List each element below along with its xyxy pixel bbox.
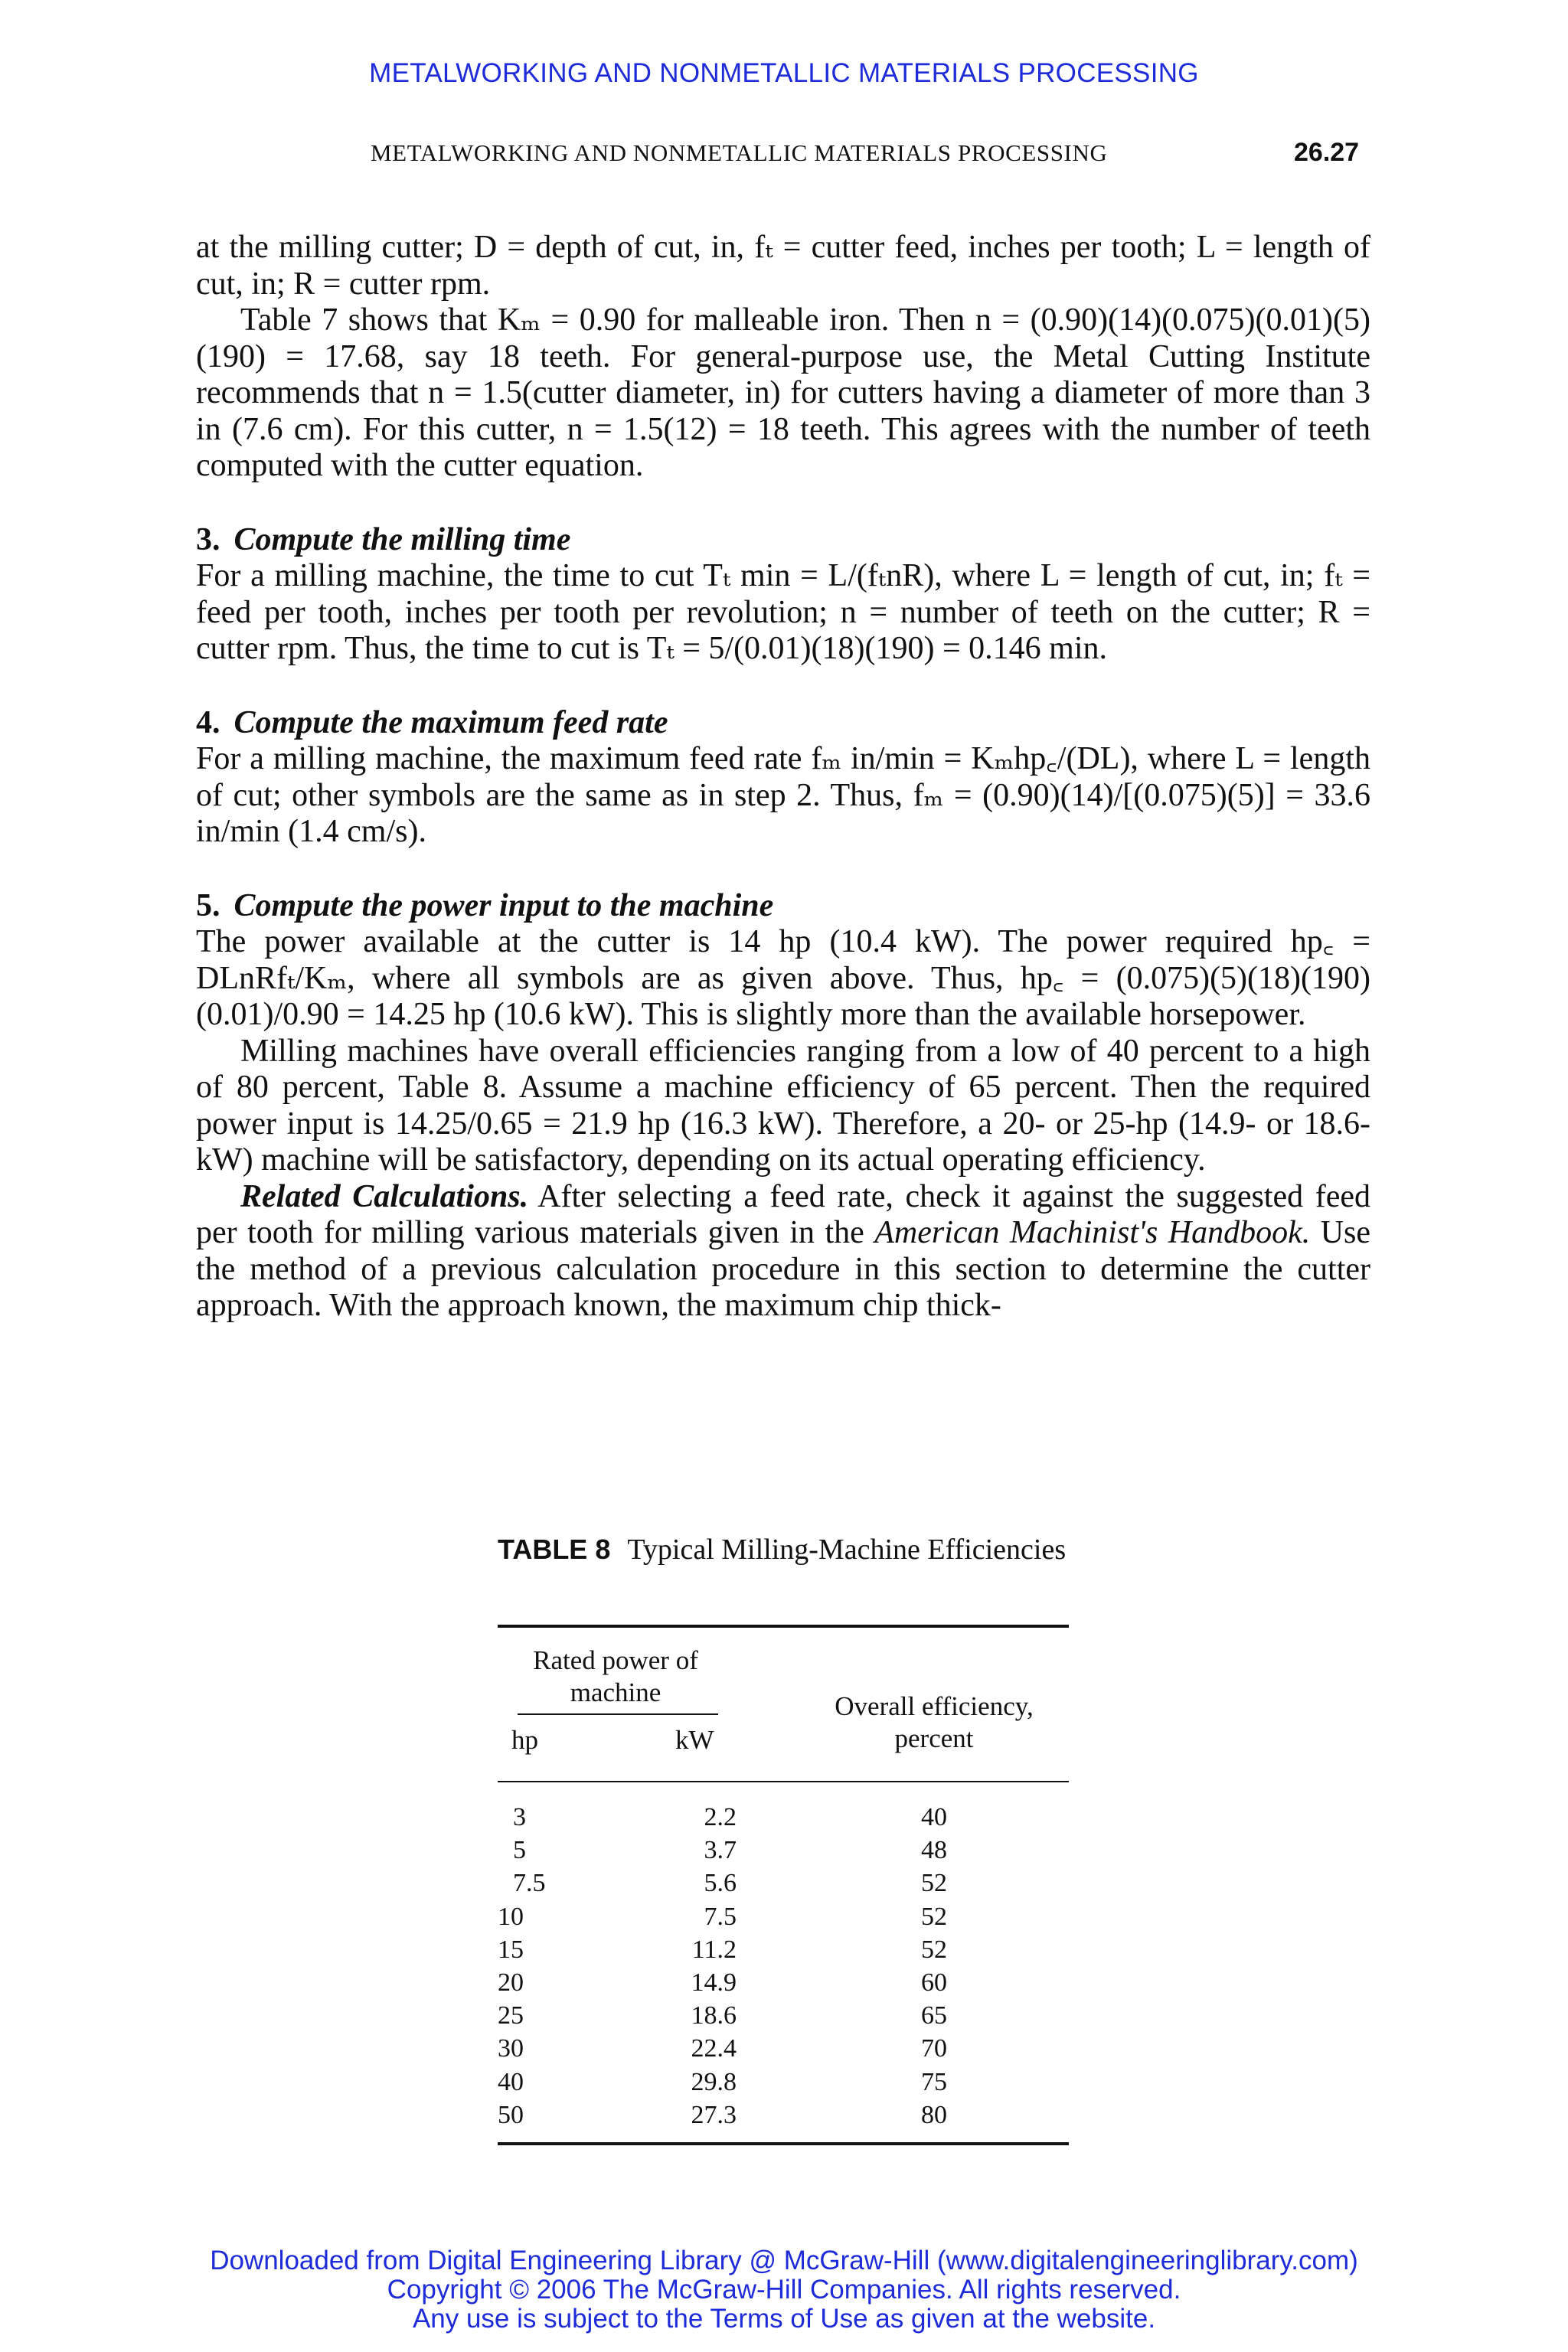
paragraph-continuation: at the milling cutter; D = depth of cut, in, fₜ = cutter feed, inches per tooth; L = length of cut, in; R = cutter rpm. <box>196 230 1370 302</box>
efficiency-cell: 80 <box>921 2100 947 2129</box>
table-8 <box>498 1533 1069 2129</box>
step-5-number: 5. <box>196 887 220 923</box>
group-header-rule <box>518 1713 718 1715</box>
step-3-title: Compute the milling time <box>234 521 571 557</box>
rated-power-header-line1: Rated power of <box>533 1645 698 1675</box>
efficiency-column <box>800 1801 1068 2132</box>
kw-cell: 27.3 <box>691 2100 737 2129</box>
copyright-footer <box>0 2246 1568 2334</box>
paragraph-related-calculations <box>196 1179 1370 1325</box>
step-5-body: The power available at the cutter is 14 hp (10.4 kW). The power required hp꜀ = DLnRfₜ/Kₘ, where all symbols are as given above. Thus, hp꜀ = (0.075)(5)(18)(190)(0.01)/0.90 = 14.25 hp (10.6 kW). This is slightly more than the available horsepower. <box>196 924 1370 1032</box>
efficiency-cell: 75 <box>921 2067 947 2096</box>
efficiency-column-header <box>800 1690 1068 1755</box>
efficiency-cell: 48 <box>921 1836 947 1865</box>
step-4-body: For a milling machine, the maximum feed rate fₘ in/min = Kₘhp꜀/(DL), where L = length of cut; other symbols are the same as in step 2. Thus, fₘ = (0.90)(14)/[(0.075)(5)] = 33.6 in/min (1.4 cm/s). <box>196 741 1370 849</box>
hp-cell: 30 <box>498 2034 524 2063</box>
kw-cell: 11.2 <box>691 1935 737 1964</box>
step-3-number: 3. <box>196 521 220 557</box>
footer-download-line: Downloaded from Digital Engineering Library @ McGraw-Hill (www.digitalengineeringlibrary.com) <box>210 2246 1358 2275</box>
hp-cell: 5 <box>513 1836 526 1865</box>
header-bottom-rule <box>498 1781 1069 1782</box>
related-text-2: Use the method of a previous calculation procedure in this section to determine the cutter approach. With the approach known, the maximum chip thick- <box>196 1215 1371 1323</box>
download-banner: METALWORKING AND NONMETALLIC MATERIALS PROCESSING <box>369 58 1199 88</box>
hp-cell: 3 <box>513 1803 526 1831</box>
table-top-rule <box>498 1625 1069 1628</box>
body-text <box>196 230 1370 1325</box>
related-calculations-label: Related Calculations. <box>240 1178 529 1214</box>
page-number: 26.27 <box>1294 138 1360 167</box>
kw-cell: 22.4 <box>691 2034 737 2063</box>
hp-cell: 20 <box>498 1968 524 1998</box>
efficiency-cell: 65 <box>921 2001 947 2030</box>
kw-column <box>612 1801 737 2132</box>
efficiency-cell: 52 <box>921 1869 947 1898</box>
paragraph-efficiency: Milling machines have overall efficiencies ranging from a low of 40 percent to a high of 80 percent, Table 8. Assume a machine efficiency of 65 percent. Then the required power input is 14.25/0.65 = 21.9 hp (16.3 kW). Therefore, a 20- or 25-hp (14.9- or 18.6-kW) machine will be satisfactory, depending on its actual operating efficiency. <box>196 1033 1370 1178</box>
kw-cell: 14.9 <box>691 1968 737 1998</box>
kw-column-header: kW <box>675 1725 714 1755</box>
hp-column-header: hp <box>511 1725 538 1755</box>
table-label: TABLE 8 <box>498 1534 611 1565</box>
efficiency-cell: 52 <box>921 1935 947 1964</box>
kw-cell: 18.6 <box>691 2001 737 2030</box>
step-4-title: Compute the maximum feed rate <box>234 704 668 740</box>
efficiency-cell: 70 <box>921 2034 947 2063</box>
step-5-heading <box>196 888 1370 925</box>
efficiency-cell: 40 <box>921 1803 947 1831</box>
step-4-heading <box>196 705 1370 742</box>
step-5-title: Compute the power input to the machine <box>234 887 774 923</box>
hp-cell: 25 <box>498 2001 524 2030</box>
running-title: METALWORKING AND NONMETALLIC MATERIALS PROCESSING <box>371 139 1108 166</box>
step-3-heading <box>196 522 1370 559</box>
kw-cell: 7.5 <box>704 1902 737 1931</box>
efficiency-cell: 52 <box>921 1902 947 1931</box>
table-title: Typical Milling-Machine Efficiencies <box>627 1534 1067 1566</box>
paragraph-table7: Table 7 shows that Kₘ = 0.90 for malleable iron. Then n = (0.90)(14)(0.075)(0.01)(5)(190) = 17.68, say 18 teeth. For general-purpose use, the Metal Cutting Institute recommends that n = 1.5(cutter diameter, in) for cutters having a diameter of more than 3 in (7.6 cm). For this cutter, n = 1.5(12) = 18 teeth. This agrees with the number of teeth computed with the cutter equation. <box>196 302 1370 483</box>
hp-cell: 50 <box>498 2100 524 2129</box>
rated-power-header-line2: machine <box>570 1677 662 1707</box>
kw-cell: 5.6 <box>704 1869 737 1898</box>
step-4-number: 4. <box>196 704 220 740</box>
handbook-title: American Machinist's Handbook. <box>874 1215 1311 1250</box>
kw-cell: 2.2 <box>704 1803 737 1831</box>
hp-column <box>498 1801 582 2132</box>
efficiency-header-line2: percent <box>894 1723 974 1753</box>
table-bottom-rule <box>498 2142 1069 2145</box>
hp-cell: 40 <box>498 2067 524 2096</box>
hp-cell: 15 <box>498 1935 524 1964</box>
efficiency-cell: 60 <box>921 1968 947 1998</box>
step-3-body: For a milling machine, the time to cut Tₜ min = L/(fₜnR), where L = length of cut, in; fₜ = feed per tooth, inches per tooth per revolution; n = number of teeth on the cutter; R = cutter rpm. Thus, the time to cut is Tₜ = 5/(0.01)(18)(190) = 0.146 min. <box>196 558 1370 666</box>
rated-power-header <box>516 1645 715 1709</box>
hp-cell: 7.5 <box>513 1869 546 1898</box>
kw-cell: 3.7 <box>704 1836 737 1865</box>
footer-copyright-line: Copyright © 2006 The McGraw-Hill Companies. All rights reserved. <box>387 2275 1181 2305</box>
kw-cell: 29.8 <box>691 2067 737 2096</box>
table-caption <box>498 1533 1069 1566</box>
footer-terms-line: Any use is subject to the Terms of Use as given at the website. <box>412 2304 1156 2334</box>
hp-cell: 10 <box>498 1902 524 1931</box>
efficiency-header-line1: Overall efficiency, <box>835 1691 1034 1721</box>
related-text-1: After selecting a feed rate, check it against the suggested feed per tooth for milling various materials given in the <box>196 1178 1370 1250</box>
